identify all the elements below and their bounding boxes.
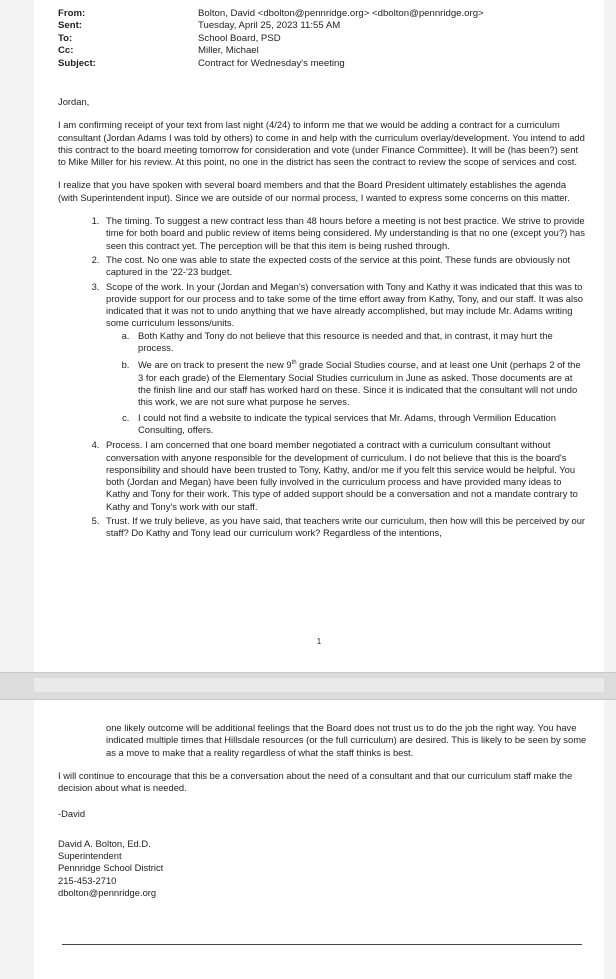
- page-number: 1: [316, 637, 322, 646]
- cc-label: Cc:: [58, 45, 74, 57]
- closing-paragraph: I will continue to encourage that this be a conversation about the need of a consultant and that our curriculum staff make the decision about what is needed.: [58, 769, 573, 794]
- concern-scope: [102, 281, 588, 437]
- left-margin: [0, 0, 34, 979]
- scope-item-b-pre: We are on track to present the new 9: [138, 359, 292, 371]
- scope-item-a: a. Both Kathy and Tony do not believe that this resource is needed and that, in contrast, it may hurt the process.: [132, 330, 588, 355]
- email-page-1: [34, 0, 604, 670]
- concerns-list: [58, 215, 588, 540]
- paragraph-1: I am confirming receipt of your text from last night (4/24) to inform me that we would be adding a contract for a curriculum consultant (Jordan Adams I was told by others) to come in and help with the curriculum overlay/development. You intend to add this contract to the board meeting tomorrow for consideration and vote (under Finance Committee). It will be (has been?) sent to Mike Miller for his review. At this point, no one in the district has seen the contract to review the scope of services and cost.: [58, 119, 585, 168]
- scope-item-b-post: grade Social Studies course, and at least one Unit (perhaps 2 of the 3 for each grade) of the Elementary Social Studies curriculum in June as asked. Those documents are at the finish line and our staff has worked hard on these. Since it is indicated that the consultant will not undo this work, we are not sure what purpose he serves.: [138, 359, 581, 408]
- signature-title: Superintendent: [58, 850, 122, 862]
- concern-timing: 1. The timing. To suggest a new contract less than 48 hours before a meeting is not best practice. We strive to provide time for both board and public review of items being considered. My understanding is that no one (except you?) has seen this contract yet. The perception will be that this item is being rushed through.: [102, 215, 588, 252]
- header-subject-row: [58, 58, 484, 70]
- from-label: From:: [58, 8, 86, 19]
- trust-continuation: one likely outcome will be additional feelings that the Board does not trust us to do the job the right way. You have indicated multiple times that Hillsdale resources (or the full curriculum) are desired. This is likely to be seen by some as a move to make that a reality regardless of what the staff thinks is best.: [106, 722, 587, 758]
- signoff: -David: [58, 808, 86, 820]
- concern-trust: 5. Trust. If we truly believe, as you have said, that teachers write our curriculum, then how will this be perceived by our staff? Do Kathy and Tony lead our curriculum work? Regardless of the intentions,: [102, 515, 588, 540]
- page-separator-bar: [34, 678, 604, 692]
- scope-item-b: [132, 357, 588, 408]
- scope-item-c: c. I could not find a website to indicate the typical services that Mr. Adams, through Vermilion Education Consulting, offers.: [132, 412, 588, 437]
- scope-item-b-sup: th: [291, 360, 297, 367]
- right-margin: [604, 0, 616, 979]
- header-cc-row: [58, 45, 484, 57]
- to-value: School Board, PSD: [198, 32, 281, 44]
- subject-value: Contract for Wednesday's meeting: [198, 57, 345, 69]
- email-header: [58, 8, 484, 70]
- to-label: To:: [58, 32, 73, 44]
- signature-block: [58, 838, 588, 899]
- subject-label: Subject:: [58, 57, 96, 69]
- concern-scope-text: Scope of the work. In your (Jordan and Megan's) conversation with Tony and Kathy it was indicated that this was to provide support for our process and to take some of the time effort away from Kathy, Tony, and our staff. It was also indicated that it was not to undo anything that we have already accomplished, but may include Mr. Adams writing some curriculum lessons/units.: [106, 280, 583, 329]
- email-page-2: [34, 700, 604, 979]
- email-body-continued: [58, 722, 588, 899]
- from-value: Bolton, David <dbolton@pennridge.org> <dbolton@pennridge.org>: [198, 8, 484, 19]
- paragraph-2: I realize that you have spoken with several board members and that the Board President ultimately establishes the agenda (with Superintendent input). Since we are outside of our normal process, I wanted to express some concerns on this matter.: [58, 179, 570, 203]
- sent-value: Tuesday, April 25, 2023 11:55 AM: [198, 20, 341, 32]
- header-from-row: [58, 8, 484, 20]
- concern-cost: 2. The cost. No one was able to state the expected costs of the service at this point. These funds are obviously not captured in the '22-'23 budget.: [102, 254, 588, 279]
- signature-email: dbolton@pennridge.org: [58, 886, 157, 898]
- header-sent-row: [58, 20, 484, 32]
- signature-organization: Pennridge School District: [58, 862, 164, 874]
- cc-value: Miller, Michael: [198, 45, 259, 57]
- concern-process: 4. Process. I am concerned that one board member negotiated a contract with a curriculum consultant without conversation with anyone responsible for the development of curriculum. I do not believe that this is the board's responsibility and should have been trusted to Tony, Kathy, and/or me if you felt this service would be helpful. You both (Jordan and Megan) have been fully involved in the curriculum process and have provided many ideas to Kathy and Tony for their work. This type of added support should be a conversation and not a mandate contrary to Kathy and Tony's work with our staff.: [102, 439, 588, 513]
- sent-label: Sent:: [58, 20, 82, 32]
- header-to-row: [58, 33, 484, 45]
- scope-sublist: [106, 330, 588, 437]
- greeting: Jordan,: [58, 96, 90, 107]
- email-body: [58, 96, 588, 542]
- footer-rule: [62, 944, 582, 945]
- signature-name: David A. Bolton, Ed.D.: [58, 837, 151, 849]
- signature-phone: 215-453-2710: [58, 874, 117, 886]
